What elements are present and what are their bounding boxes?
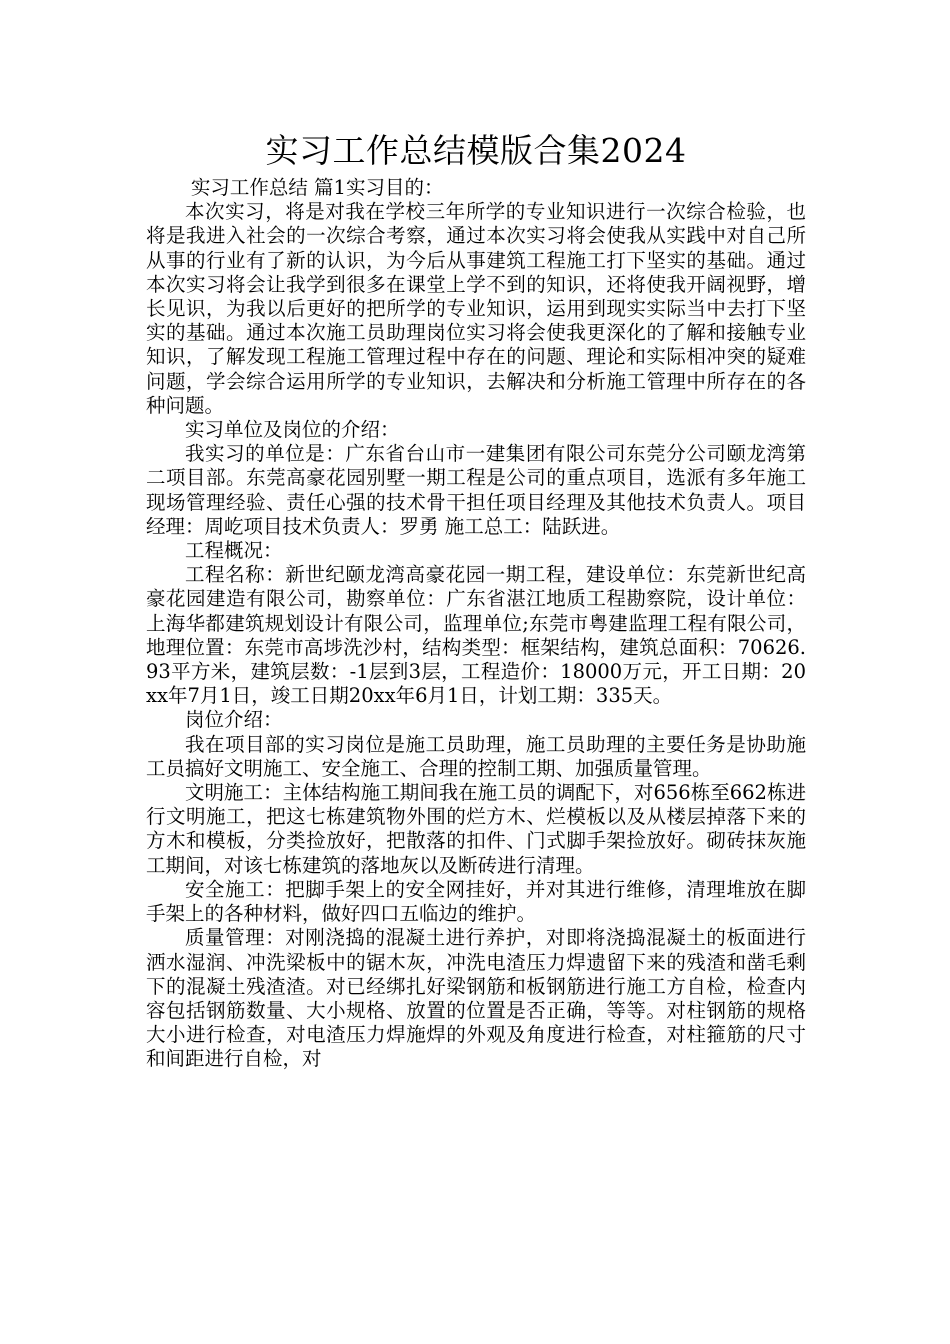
paragraph-project-overview-heading: 工程概况： <box>185 539 283 563</box>
document-title: 实习工作总结模版合集2024 <box>265 131 687 170</box>
paragraph-safety-construction: 安全施工：把脚手架上的安全网挂好，并对其进行维修，清理堆放在脚手架上的各种材料，做好四口五临边的维护。 <box>146 877 806 926</box>
paragraph-civilized-construction: 文明施工：主体结构施工期间我在施工员的调配下，对656栋至662栋进行文明施工，把这七栋建筑物外围的烂方木、烂模板以及从楼层掉落下来的方木和模板，分类捡放好，把散落的扣件、门式脚手架捡放好。砌砖抹灰施工期间，对该七栋建筑的落地灰以及断砖进行清理。 <box>146 781 806 877</box>
paragraph-position-heading: 岗位介绍： <box>185 708 283 732</box>
paragraph-internship-purpose: 本次实习，将是对我在学校三年所学的专业知识进行一次综合检验，也将是我进入社会的一次综合考察，通过本次实习将会使我从实践中对自己所从事的行业有了新的认识，为今后从事建筑工程施工打下坚实的基础。通过本次实习将会让我学到很多在课堂上学不到的知识，还将使我开阔视野，增长见识，为我以后更好的把所学的专业知识，运用到现实实际当中去打下坚实的基础。通过本次施工员助理岗位实习将会使我更深化的了解和接触专业知识，了解发现工程施工管理过程中存在的问题、理论和实际相冲突的疑难问题，学会综合运用所学的专业知识，去解决和分析施工管理中所存在的各种问题。 <box>146 200 806 417</box>
paragraph-quality-management: 质量管理：对刚浇捣的混凝土进行养护，对即将浇捣混凝土的板面进行洒水湿润、冲洗梁板中的锯木灰，冲洗电渣压力焊遗留下来的残渣和凿毛剩下的混凝土残渣渣。对已经绑扎好梁钢筋和板钢筋进行施工方自检，检查内容包括钢筋数量、大小规格、放置的位置是否正确，等等。对柱钢筋的规格大小进行检查，对电渣压力焊施焊的外观及角度进行检查，对柱箍筋的尺寸和间距进行自检，对 <box>146 926 806 1071</box>
paragraph-section-heading: 实习工作总结 篇1实习目的： <box>190 176 444 199</box>
paragraph-position-intro: 我在项目部的实习岗位是施工员助理，施工员助理的主要任务是协助施工员搞好文明施工、安全施工、合理的控制工期、加强质量管理。 <box>146 732 806 780</box>
paragraph-project-overview: 工程名称：新世纪颐龙湾高豪花园一期工程，建设单位：东莞新世纪高豪花园建造有限公司，勘察单位：广东省湛江地质工程勘察院，设计单位：上海华都建筑规划设计有限公司，监理单位;东莞市粤建监理工程有限公司，地理位置：东莞市高埗洗沙村，结构类型：框架结构，建筑总面积：70626.93平方米，建筑层数：-1层到3层，工程造价：18000万元，开工日期：20xx年7月1日，竣工日期20xx年6月1日，计划工期：335天。 <box>146 563 806 708</box>
paragraph-unit-heading: 实习单位及岗位的介绍： <box>185 418 400 442</box>
document-body <box>146 128 806 1072</box>
paragraph-unit-intro: 我实习的单位是：广东省台山市一建集团有限公司东莞分公司颐龙湾第二项目部。东莞高豪花园别墅一期工程是公司的重点项目，选派有多年施工现场管理经验、责任心强的技术骨干担任项目经理及其他技术负责人。项目经理：周屹项目技术负责人：罗勇 施工总工：陆跃进。 <box>146 442 806 538</box>
